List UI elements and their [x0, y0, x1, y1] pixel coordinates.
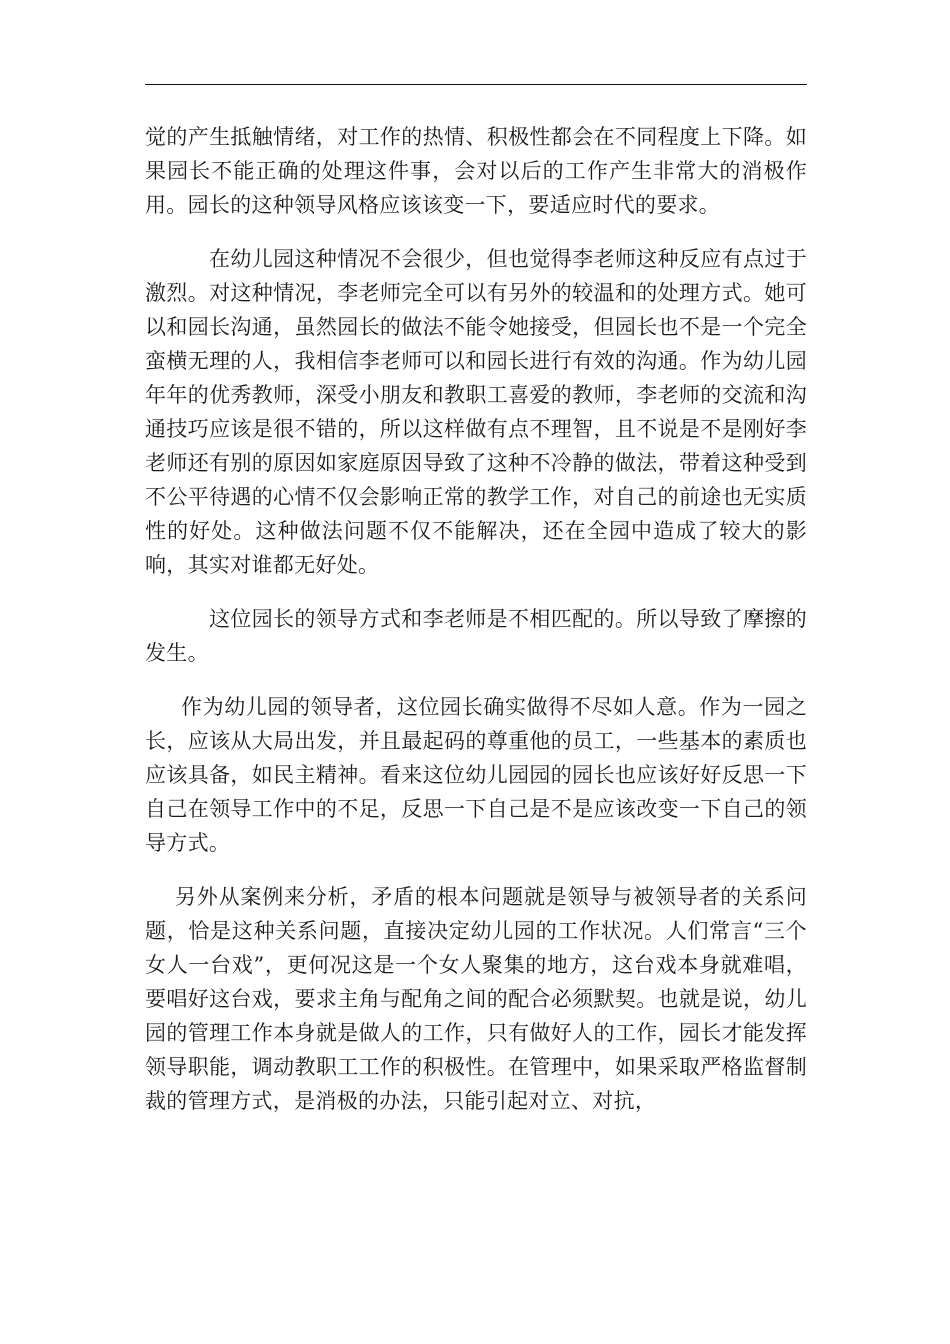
document-page: [145, 0, 807, 1344]
paragraph-1: 觉的产生抵触情绪，对工作的热情、积极性都会在不同程度上下降。如果园长不能正确的处理这件事，会对以后的工作产生非常大的消极作用。园长的这种领导风格应该该变一下，要适应时代的要求。: [145, 125, 807, 217]
header-rule: [145, 84, 807, 85]
paragraph-5: 另外从案例来分析，矛盾的根本问题就是领导与被领导者的关系问题，恰是这种关系问题，直接决定幼儿园的工作状况。人们常言“三个女人一台戏”，更何况这是一个女人聚集的地方，这台戏本身就难唱，要唱好这台戏，要求主角与配角之间的配合必须默契。也就是说，幼儿园的管理工作本身就是做人的工作，只有做好人的工作，园长才能发挥领导职能，调动教职工工作的积极性。在管理中，如果采取严格监督制裁的管理方式，是消极的办法，只能引起对立、对抗，: [145, 885, 807, 1113]
paragraph-4: 作为幼儿园的领导者，这位园长确实做得不尽如人意。作为一园之长，应该从大局出发，并且最起码的尊重他的员工，一些基本的素质也应该具备，如民主精神。看来这位幼儿园园的园长也应该好好反思一下自己在领导工作中的不足，反思一下自己是不是应该改变一下自己的领导方式。: [145, 695, 807, 855]
paragraph-2: 在幼儿园这种情况不会很少，但也觉得李老师这种反应有点过于激烈。对这种情况，李老师完全可以有另外的较温和的处理方式。她可以和园长沟通，虽然园长的做法不能令她接受，但园长也不是一个完全蛮横无理的人，我相信李老师可以和园长进行有效的沟通。作为幼儿园年年的优秀教师，深受小朋友和教职工喜爱的教师，李老师的交流和沟通技巧应该是很不错的，所以这样做有点不理智，且不说是不是刚好李老师还有别的原因如家庭原因导致了这种不冷静的做法，带着这种受到不公平待遇的心情不仅会影响正常的教学工作，对自己的前途也无实质性的好处。这种做法问题不仅不能解决，还在全园中造成了较大的影响，其实对谁都无好处。: [145, 247, 807, 577]
paragraph-3: 这位园长的领导方式和李老师是不相匹配的。所以导致了摩擦的发生。: [145, 607, 807, 665]
body-text: [145, 120, 807, 1138]
